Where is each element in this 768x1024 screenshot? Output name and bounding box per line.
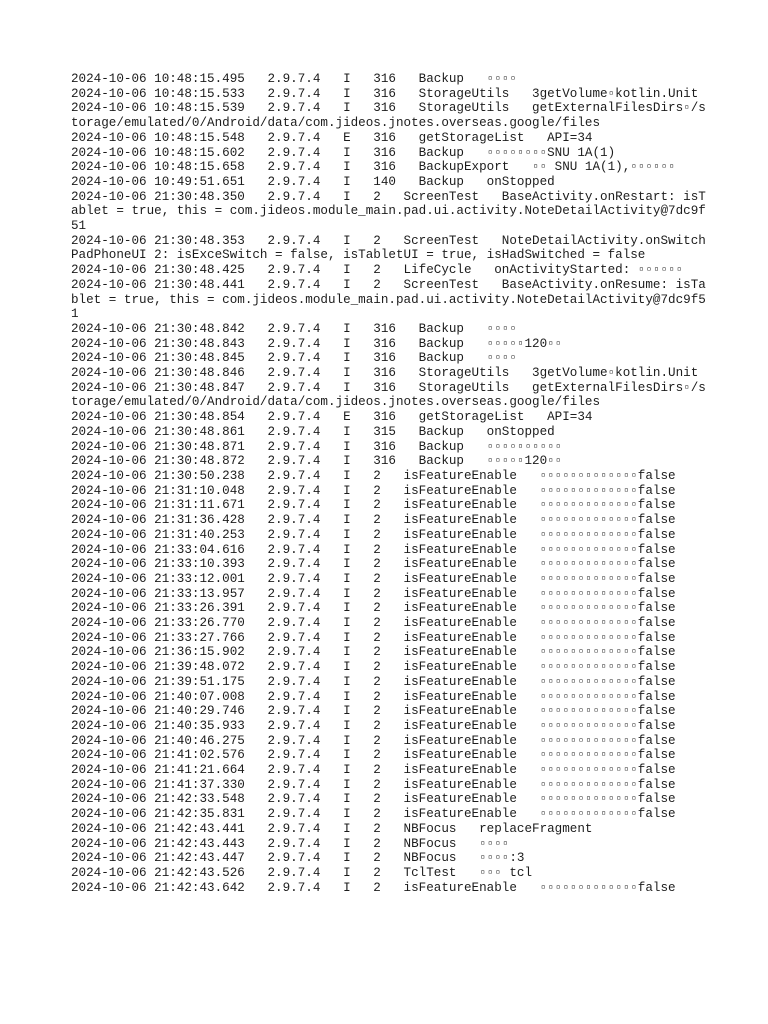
log-line: 2024-10-06 21:31:40.253 2.9.7.4 I 2 isFeatureEnable ▫▫▫▫▫▫▫▫▫▫▫▫▫false (71, 527, 676, 542)
log-line: 2024-10-06 21:42:43.447 2.9.7.4 I 2 NBFocus ▫▫▫▫:3 (71, 851, 525, 866)
log-line: 2024-10-06 21:33:26.391 2.9.7.4 I 2 isFeatureEnable ▫▫▫▫▫▫▫▫▫▫▫▫▫false (71, 601, 676, 616)
log-line: 2024-10-06 21:41:02.576 2.9.7.4 I 2 isFeatureEnable ▫▫▫▫▫▫▫▫▫▫▫▫▫false (71, 748, 676, 763)
log-line: 2024-10-06 21:30:48.843 2.9.7.4 I 316 Backup ▫▫▫▫▫120▫▫ (71, 336, 563, 351)
log-line: 2024-10-06 21:30:50.238 2.9.7.4 I 2 isFeatureEnable ▫▫▫▫▫▫▫▫▫▫▫▫▫false (71, 468, 676, 483)
log-line: 2024-10-06 21:31:36.428 2.9.7.4 I 2 isFeatureEnable ▫▫▫▫▫▫▫▫▫▫▫▫▫false (71, 513, 676, 528)
log-line: 2024-10-06 10:48:15.658 2.9.7.4 I 316 BackupExport ▫▫ SNU 1A(1),▫▫▫▫▫▫ (71, 160, 676, 175)
log-line: 2024-10-06 21:30:48.350 2.9.7.4 I 2 ScreenTest BaseActivity.onRestart: isTablet = true, this = com.jideos.module_main.pad.ui.activity.NoteDetailActivity@7dc9f51 (71, 189, 706, 234)
log-line: 2024-10-06 21:33:27.766 2.9.7.4 I 2 isFeatureEnable ▫▫▫▫▫▫▫▫▫▫▫▫▫false (71, 630, 676, 645)
log-line: 2024-10-06 21:40:29.746 2.9.7.4 I 2 isFeatureEnable ▫▫▫▫▫▫▫▫▫▫▫▫▫false (71, 704, 676, 719)
log-line: 2024-10-06 21:39:51.175 2.9.7.4 I 2 isFeatureEnable ▫▫▫▫▫▫▫▫▫▫▫▫▫false (71, 674, 676, 689)
log-line: 2024-10-06 21:42:33.548 2.9.7.4 I 2 isFeatureEnable ▫▫▫▫▫▫▫▫▫▫▫▫▫false (71, 792, 676, 807)
log-line: 2024-10-06 21:33:13.957 2.9.7.4 I 2 isFeatureEnable ▫▫▫▫▫▫▫▫▫▫▫▫▫false (71, 586, 676, 601)
log-line: 2024-10-06 21:30:48.847 2.9.7.4 I 316 StorageUtils getExternalFilesDirs▫/storage/emulated/0/Android/data/com.jideos.jnotes.overseas.google/files (71, 380, 706, 410)
log-line: 2024-10-06 10:48:15.548 2.9.7.4 E 316 getStorageList API=34 (71, 130, 593, 145)
log-text-block (71, 72, 711, 895)
log-line: 2024-10-06 21:41:37.330 2.9.7.4 I 2 isFeatureEnable ▫▫▫▫▫▫▫▫▫▫▫▫▫false (71, 777, 676, 792)
log-line: 2024-10-06 21:30:48.441 2.9.7.4 I 2 ScreenTest BaseActivity.onResume: isTablet = true, this = com.jideos.module_main.pad.ui.activity.NoteDetailActivity@7dc9f51 (71, 277, 706, 322)
log-line: 2024-10-06 21:33:04.616 2.9.7.4 I 2 isFeatureEnable ▫▫▫▫▫▫▫▫▫▫▫▫▫false (71, 542, 676, 557)
log-line: 2024-10-06 21:30:48.871 2.9.7.4 I 316 Backup ▫▫▫▫▫▫▫▫▫▫ (71, 439, 563, 454)
log-line: 2024-10-06 10:49:51.651 2.9.7.4 I 140 Backup onStopped (71, 174, 555, 189)
log-line: 2024-10-06 21:30:48.846 2.9.7.4 I 316 StorageUtils 3getVolume▫kotlin.Unit (71, 366, 699, 381)
log-line: 2024-10-06 21:31:10.048 2.9.7.4 I 2 isFeatureEnable ▫▫▫▫▫▫▫▫▫▫▫▫▫false (71, 483, 676, 498)
log-line: 2024-10-06 21:42:43.443 2.9.7.4 I 2 NBFocus ▫▫▫▫ (71, 836, 510, 851)
log-line: 2024-10-06 21:30:48.842 2.9.7.4 I 316 Backup ▫▫▫▫ (71, 321, 517, 336)
log-line: 2024-10-06 21:33:26.770 2.9.7.4 I 2 isFeatureEnable ▫▫▫▫▫▫▫▫▫▫▫▫▫false (71, 616, 676, 631)
log-line: 2024-10-06 21:30:48.353 2.9.7.4 I 2 ScreenTest NoteDetailActivity.onSwitchPadPhoneUI 2: isExceSwitch = false, isTabletUI = true, isHadSwitched = false (71, 233, 706, 263)
log-line: 2024-10-06 21:42:35.831 2.9.7.4 I 2 isFeatureEnable ▫▫▫▫▫▫▫▫▫▫▫▫▫false (71, 807, 676, 822)
log-line: 2024-10-06 21:42:43.441 2.9.7.4 I 2 NBFocus replaceFragment (71, 821, 593, 836)
log-line: 2024-10-06 10:48:15.533 2.9.7.4 I 316 StorageUtils 3getVolume▫kotlin.Unit (71, 86, 699, 101)
log-line: 2024-10-06 21:31:11.671 2.9.7.4 I 2 isFeatureEnable ▫▫▫▫▫▫▫▫▫▫▫▫▫false (71, 498, 676, 513)
log-line: 2024-10-06 21:33:12.001 2.9.7.4 I 2 isFeatureEnable ▫▫▫▫▫▫▫▫▫▫▫▫▫false (71, 571, 676, 586)
log-line: 2024-10-06 21:30:48.845 2.9.7.4 I 316 Backup ▫▫▫▫ (71, 351, 517, 366)
log-line: 2024-10-06 10:48:15.602 2.9.7.4 I 316 Backup ▫▫▫▫▫▫▫▫SNU 1A(1) (71, 145, 616, 160)
log-line: 2024-10-06 21:36:15.902 2.9.7.4 I 2 isFeatureEnable ▫▫▫▫▫▫▫▫▫▫▫▫▫false (71, 645, 676, 660)
log-line: 2024-10-06 10:48:15.495 2.9.7.4 I 316 Backup ▫▫▫▫ (71, 72, 517, 86)
log-line: 2024-10-06 21:40:07.008 2.9.7.4 I 2 isFeatureEnable ▫▫▫▫▫▫▫▫▫▫▫▫▫false (71, 689, 676, 704)
log-line: 2024-10-06 21:30:48.425 2.9.7.4 I 2 LifeCycle onActivityStarted: ▫▫▫▫▫▫ (71, 263, 684, 278)
log-line: 2024-10-06 10:48:15.539 2.9.7.4 I 316 StorageUtils getExternalFilesDirs▫/storage/emulated/0/Android/data/com.jideos.jnotes.overseas.google/files (71, 101, 706, 131)
log-line: 2024-10-06 21:40:35.933 2.9.7.4 I 2 isFeatureEnable ▫▫▫▫▫▫▫▫▫▫▫▫▫false (71, 718, 676, 733)
log-line: 2024-10-06 21:42:43.526 2.9.7.4 I 2 TclTest ▫▫▫ tcl (71, 865, 533, 880)
log-line: 2024-10-06 21:42:43.642 2.9.7.4 I 2 isFeatureEnable ▫▫▫▫▫▫▫▫▫▫▫▫▫false (71, 880, 676, 895)
log-line: 2024-10-06 21:30:48.872 2.9.7.4 I 316 Backup ▫▫▫▫▫120▫▫ (71, 454, 563, 469)
log-line: 2024-10-06 21:39:48.072 2.9.7.4 I 2 isFeatureEnable ▫▫▫▫▫▫▫▫▫▫▫▫▫false (71, 660, 676, 675)
log-line: 2024-10-06 21:33:10.393 2.9.7.4 I 2 isFeatureEnable ▫▫▫▫▫▫▫▫▫▫▫▫▫false (71, 557, 676, 572)
log-line: 2024-10-06 21:40:46.275 2.9.7.4 I 2 isFeatureEnable ▫▫▫▫▫▫▫▫▫▫▫▫▫false (71, 733, 676, 748)
log-line: 2024-10-06 21:30:48.861 2.9.7.4 I 315 Backup onStopped (71, 424, 555, 439)
log-line: 2024-10-06 21:30:48.854 2.9.7.4 E 316 getStorageList API=34 (71, 410, 593, 425)
log-line: 2024-10-06 21:41:21.664 2.9.7.4 I 2 isFeatureEnable ▫▫▫▫▫▫▫▫▫▫▫▫▫false (71, 763, 676, 778)
